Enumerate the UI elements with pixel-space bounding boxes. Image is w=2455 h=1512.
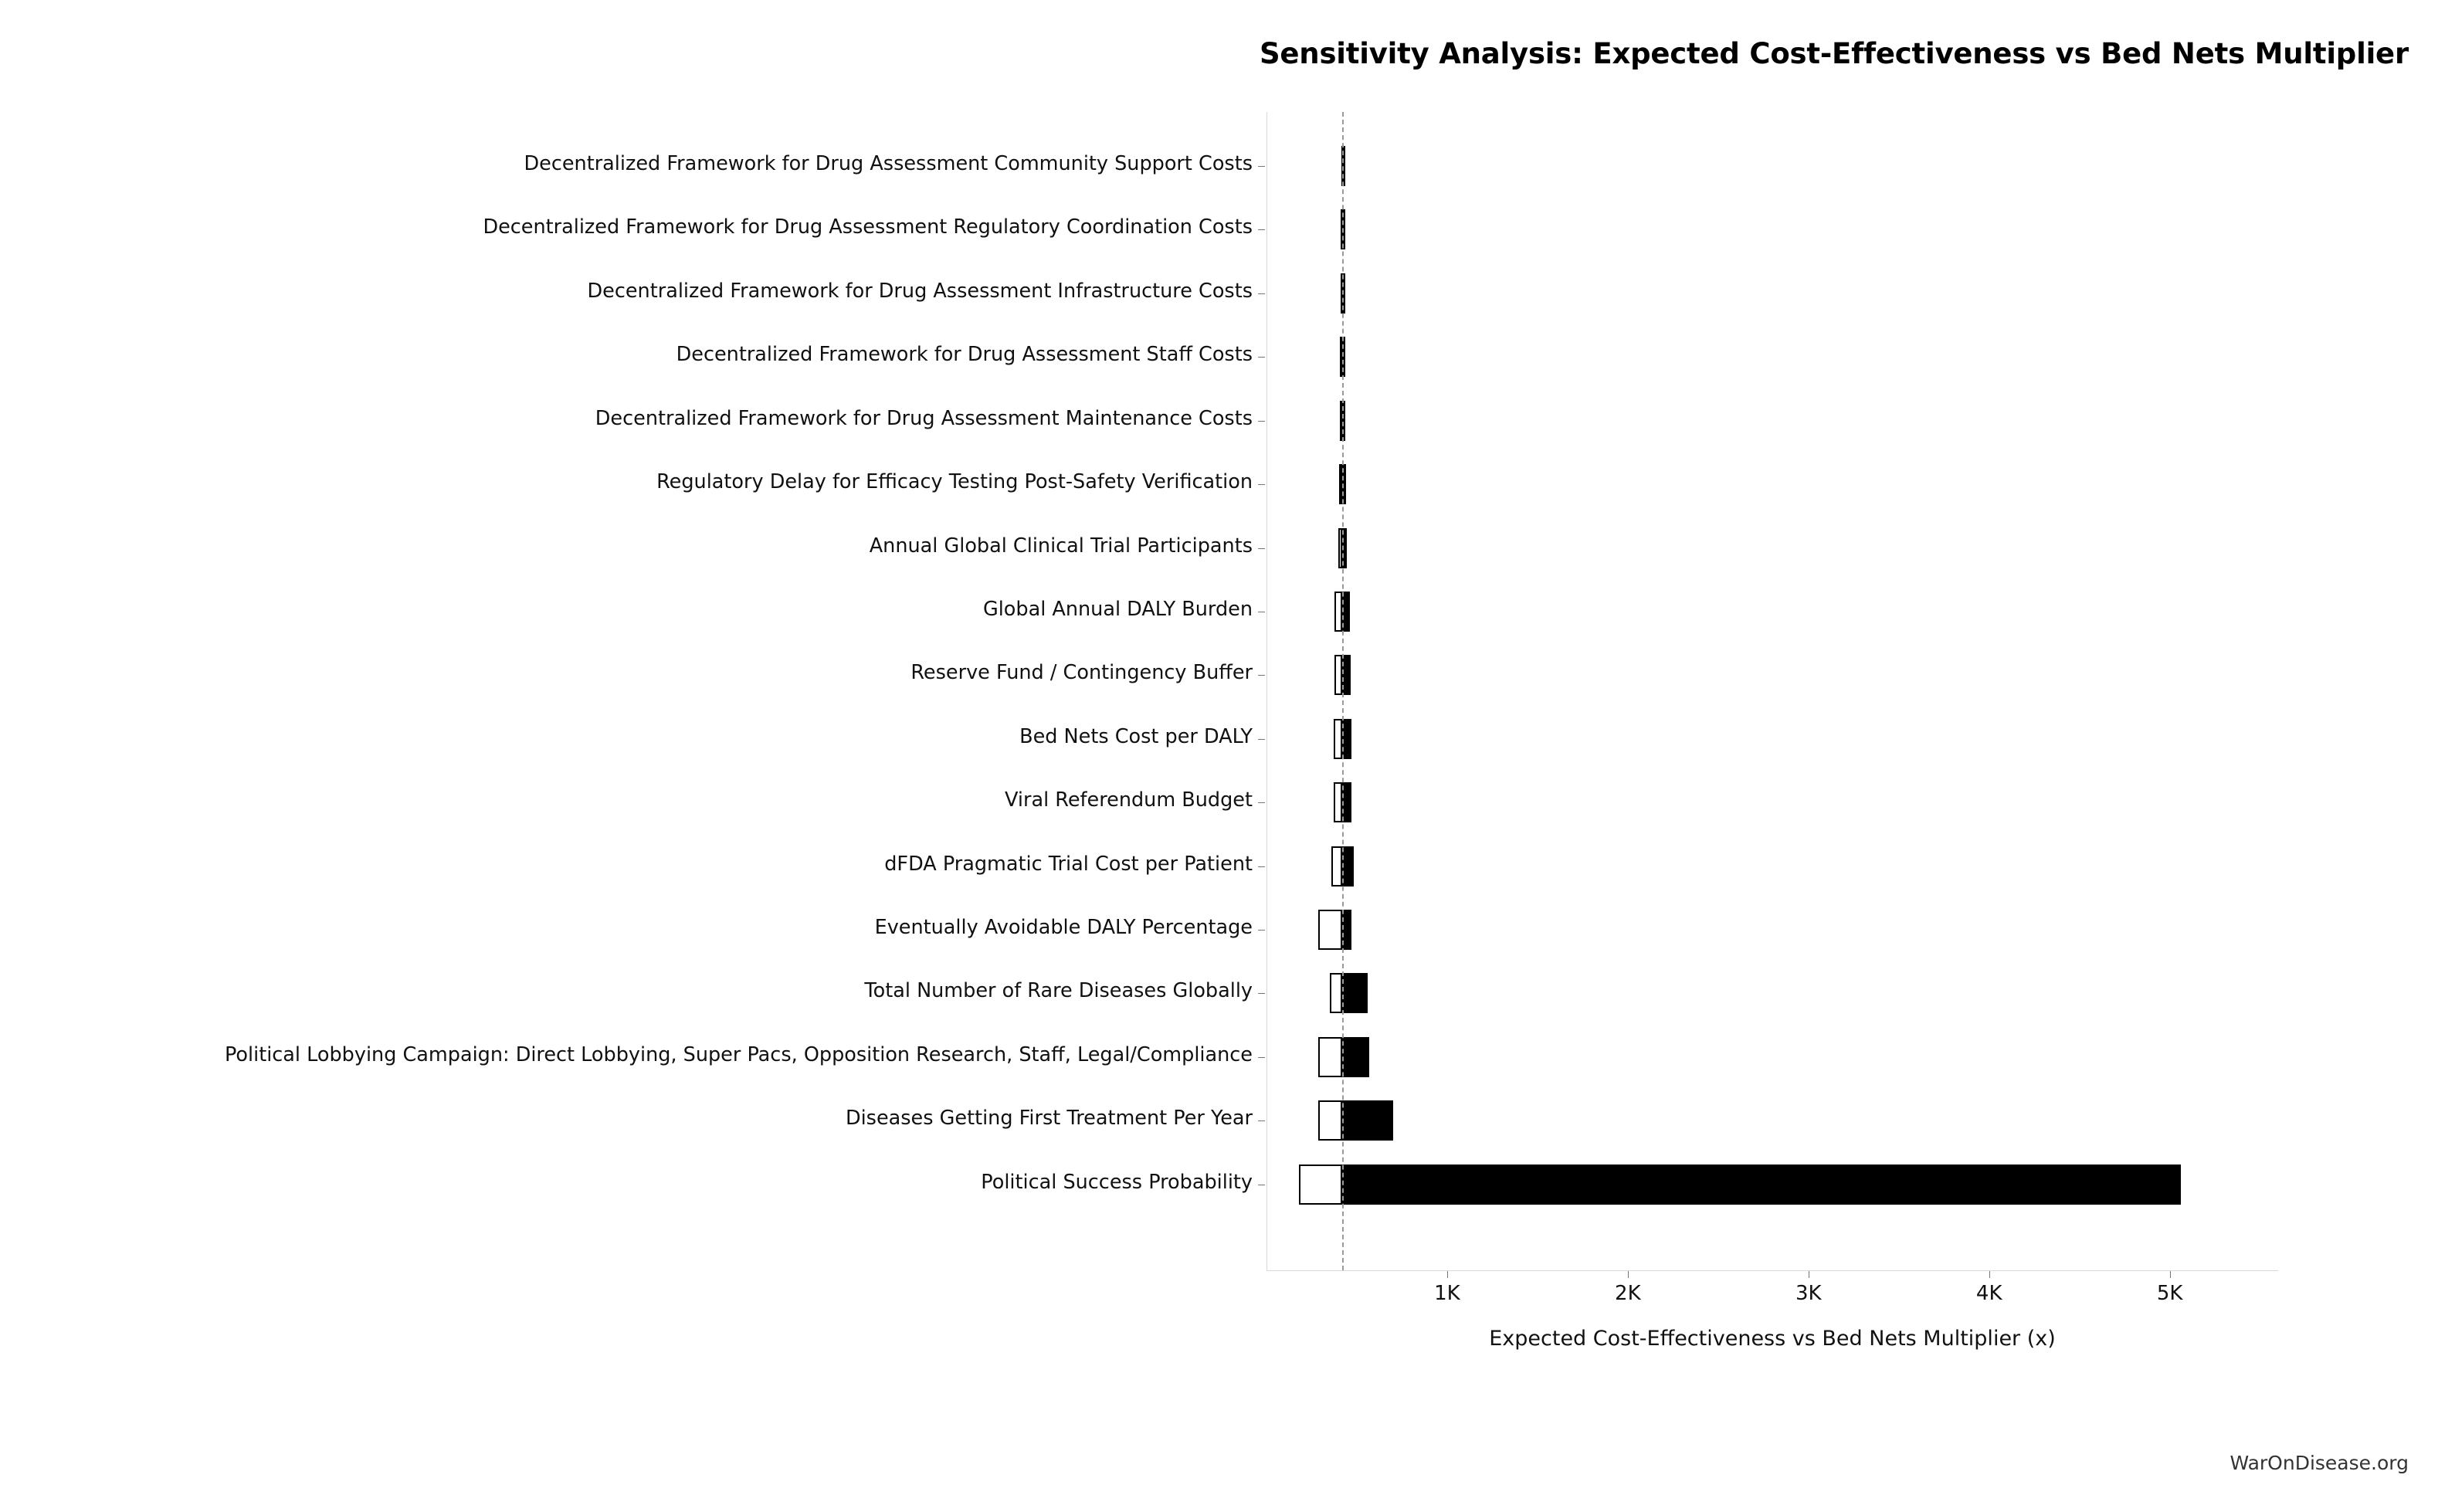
footer-credit: WarOnDisease.org bbox=[2230, 1452, 2409, 1474]
y-axis-tick-label: Decentralized Framework for Drug Assessment Staff Costs bbox=[676, 343, 1253, 367]
y-axis-tick-label: dFDA Pragmatic Trial Cost per Patient bbox=[884, 852, 1253, 876]
y-axis-tick-label: Decentralized Framework for Drug Assessment Infrastructure Costs bbox=[587, 279, 1253, 303]
bar-low-value bbox=[1334, 592, 1342, 632]
x-axis-tick-label: 3K bbox=[1795, 1282, 1822, 1305]
baseline-marker bbox=[1342, 112, 1344, 1270]
y-axis-tick-mark bbox=[1258, 1057, 1265, 1058]
table-row bbox=[0, 1026, 2455, 1089]
y-axis-tick-mark bbox=[1258, 357, 1265, 358]
y-axis-tick-label: Total Number of Rare Diseases Globally bbox=[864, 979, 1253, 1003]
chart-title: Sensitivity Analysis: Expected Cost-Effectiveness vs Bed Nets Multiplier bbox=[1259, 37, 2409, 70]
bar-low-value bbox=[1318, 1100, 1343, 1141]
x-axis-tick-mark bbox=[2170, 1271, 2171, 1278]
bar-high-value bbox=[1342, 1100, 1393, 1141]
table-row bbox=[0, 580, 2455, 643]
bar-low-value bbox=[1334, 719, 1342, 759]
y-axis-tick-mark bbox=[1258, 548, 1265, 549]
y-axis-tick-mark bbox=[1258, 739, 1265, 740]
y-axis-tick-mark bbox=[1258, 993, 1265, 994]
x-axis-line bbox=[1266, 1270, 2278, 1271]
bar-high-value bbox=[1342, 846, 1354, 887]
x-axis-tick-label: 5K bbox=[2156, 1282, 2183, 1305]
table-row bbox=[0, 325, 2455, 388]
table-row bbox=[0, 771, 2455, 834]
y-axis-tick-label: Global Annual DALY Burden bbox=[982, 597, 1253, 621]
table-row bbox=[0, 453, 2455, 516]
x-axis-tick-mark bbox=[1628, 1271, 1629, 1278]
y-axis-tick-label: Diseases Getting First Treatment Per Year bbox=[845, 1107, 1253, 1131]
bar-low-value bbox=[1330, 973, 1342, 1013]
table-row bbox=[0, 1089, 2455, 1152]
table-row bbox=[0, 898, 2455, 961]
table-row bbox=[0, 516, 2455, 579]
y-axis-tick-mark bbox=[1258, 930, 1265, 931]
bar-high-value bbox=[1342, 973, 1368, 1013]
y-axis-tick-mark bbox=[1258, 421, 1265, 422]
table-row bbox=[0, 834, 2455, 897]
x-axis-tick-label: 4K bbox=[1975, 1282, 2002, 1305]
table-row bbox=[0, 961, 2455, 1025]
bar-high-value bbox=[1342, 1165, 2180, 1205]
y-axis-tick-label: Annual Global Clinical Trial Participants bbox=[869, 534, 1253, 558]
x-axis-tick-mark bbox=[1447, 1271, 1448, 1278]
y-axis-tick-mark bbox=[1258, 866, 1265, 867]
y-axis-tick-label: Decentralized Framework for Drug Assessment Regulatory Coordination Costs bbox=[483, 215, 1253, 239]
y-axis-tick-mark bbox=[1258, 675, 1265, 676]
table-row bbox=[0, 1153, 2455, 1216]
x-axis-title: Expected Cost-Effectiveness vs Bed Nets Multiplier (x) bbox=[1489, 1327, 2056, 1351]
y-axis-tick-label: Decentralized Framework for Drug Assessment Maintenance Costs bbox=[595, 406, 1253, 430]
y-axis-tick-label: Eventually Avoidable DALY Percentage bbox=[874, 916, 1253, 940]
y-axis-tick-label: Political Success Probability bbox=[981, 1170, 1253, 1194]
x-axis-tick-label: 1K bbox=[1434, 1282, 1460, 1305]
y-axis-tick-mark bbox=[1258, 1120, 1265, 1121]
y-axis-tick-mark bbox=[1258, 229, 1265, 230]
y-axis-tick-label: Bed Nets Cost per DALY bbox=[1019, 724, 1253, 748]
y-axis-tick-label: Regulatory Delay for Efficacy Testing Post-Safety Verification bbox=[656, 470, 1253, 494]
bar-low-value bbox=[1318, 1037, 1342, 1077]
bar-low-value bbox=[1331, 846, 1343, 887]
y-axis-tick-mark bbox=[1258, 484, 1265, 485]
y-axis-tick-label: Decentralized Framework for Drug Assessment Community Support Costs bbox=[524, 152, 1253, 176]
table-row bbox=[0, 198, 2455, 261]
bar-high-value bbox=[1342, 1037, 1369, 1077]
bar-low-value bbox=[1318, 910, 1343, 950]
y-axis-tick-mark bbox=[1258, 166, 1265, 167]
bar-low-value bbox=[1334, 782, 1343, 822]
y-axis-tick-mark bbox=[1258, 293, 1265, 294]
table-row bbox=[0, 707, 2455, 771]
x-axis-tick-label: 2K bbox=[1615, 1282, 1641, 1305]
y-axis-tick-label: Reserve Fund / Contingency Buffer bbox=[910, 661, 1253, 685]
y-axis-tick-label: Political Lobbying Campaign: Direct Lobbying, Super Pacs, Opposition Research, Staff, Legal/Compliance bbox=[224, 1042, 1253, 1066]
table-row bbox=[0, 134, 2455, 198]
bar-low-value bbox=[1334, 655, 1343, 695]
x-axis-tick-mark bbox=[1989, 1271, 1990, 1278]
table-row bbox=[0, 643, 2455, 707]
y-axis-tick-label: Viral Referendum Budget bbox=[1005, 788, 1253, 812]
table-row bbox=[0, 262, 2455, 325]
table-row bbox=[0, 389, 2455, 453]
bar-low-value bbox=[1299, 1165, 1342, 1205]
y-axis-tick-mark bbox=[1258, 802, 1265, 803]
